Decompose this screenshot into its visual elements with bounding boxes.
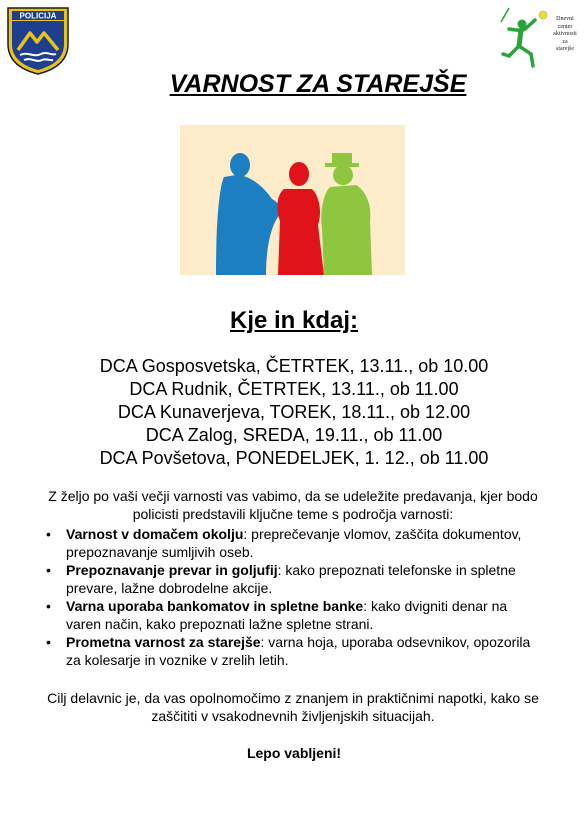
- schedule-item: DCA Kunaverjeva, TOREK, 18.11., ob 12.00: [117, 402, 471, 422]
- topic-text: : kako prepoznati telefonske in spletne prevare, lažne dobrodelne akcije.: [66, 562, 516, 596]
- topic-title: Varna uporaba bankomatov in spletne banke: [66, 598, 364, 614]
- topic-text: : varna hoja, uporaba odsevnikov, opozorila za kolesarje in voznike v zrelih letih.: [66, 634, 531, 668]
- conclusion-text: Cilj delavnic je, da vas opolnomočimo z znanjem in praktičnimi napotki, kako se zaščititi v vsakodnevnih življenjskih situacijah.: [47, 690, 539, 724]
- schedule-item: DCA Gosposvetska, ČETRTEK, 13.11., ob 10.00: [99, 356, 489, 376]
- page-title: VARNOST ZA STAREJŠE: [169, 70, 467, 98]
- bullet-icon: •: [46, 634, 51, 650]
- closing-text: Lepo vabljeni!: [246, 745, 342, 761]
- bullet-icon: •: [46, 562, 51, 578]
- topic-text: : kako dvigniti denar na varen način, kako prepoznati lažne spletne strani.: [66, 598, 508, 632]
- topic-item: [46, 633, 546, 669]
- intro-text: Z željo po vaši večji varnosti vas vabimo, da se udeležite predavanja, kjer bodo policisti predstavili ključne teme s področja varnosti:: [48, 488, 538, 522]
- police-logo: [6, 6, 70, 76]
- elderly-people-silhouettes-icon: [180, 125, 405, 275]
- schedule-item: DCA Rudnik, ČETRTEK, 13.11., ob 11.00: [129, 379, 459, 399]
- bullet-icon: •: [46, 526, 51, 542]
- illustration: [180, 125, 405, 275]
- topic-title: Prepoznavanje prevar in goljufij: [66, 562, 278, 578]
- topic-title: Varnost v domačem okolju: [66, 526, 244, 542]
- schedule-item: DCA Povšetova, PONEDELJEK, 1. 12., ob 11.00: [99, 448, 489, 468]
- topic-item: [46, 597, 546, 633]
- topics-list: [46, 525, 546, 669]
- topic-item: [46, 525, 546, 561]
- schedule-item: DCA Zalog, SREDA, 19.11., ob 11.00: [145, 425, 443, 445]
- topic-item: [46, 561, 546, 597]
- player-icon: [497, 6, 549, 70]
- schedule-list: [0, 355, 588, 470]
- activity-center-logo: [497, 6, 583, 70]
- bullet-icon: •: [46, 598, 51, 614]
- topic-title: Prometna varnost za starejše: [66, 634, 261, 650]
- police-badge-text: POLICIJA: [19, 11, 57, 21]
- topic-text: : preprečevanje vlomov, zaščita dokumentov, prepoznavanje sumljivih oseb.: [66, 526, 522, 560]
- schedule-heading: Kje in kdaj:: [229, 307, 359, 334]
- activity-center-caption: Dnevni center aktivnosti za starejše: [553, 16, 577, 52]
